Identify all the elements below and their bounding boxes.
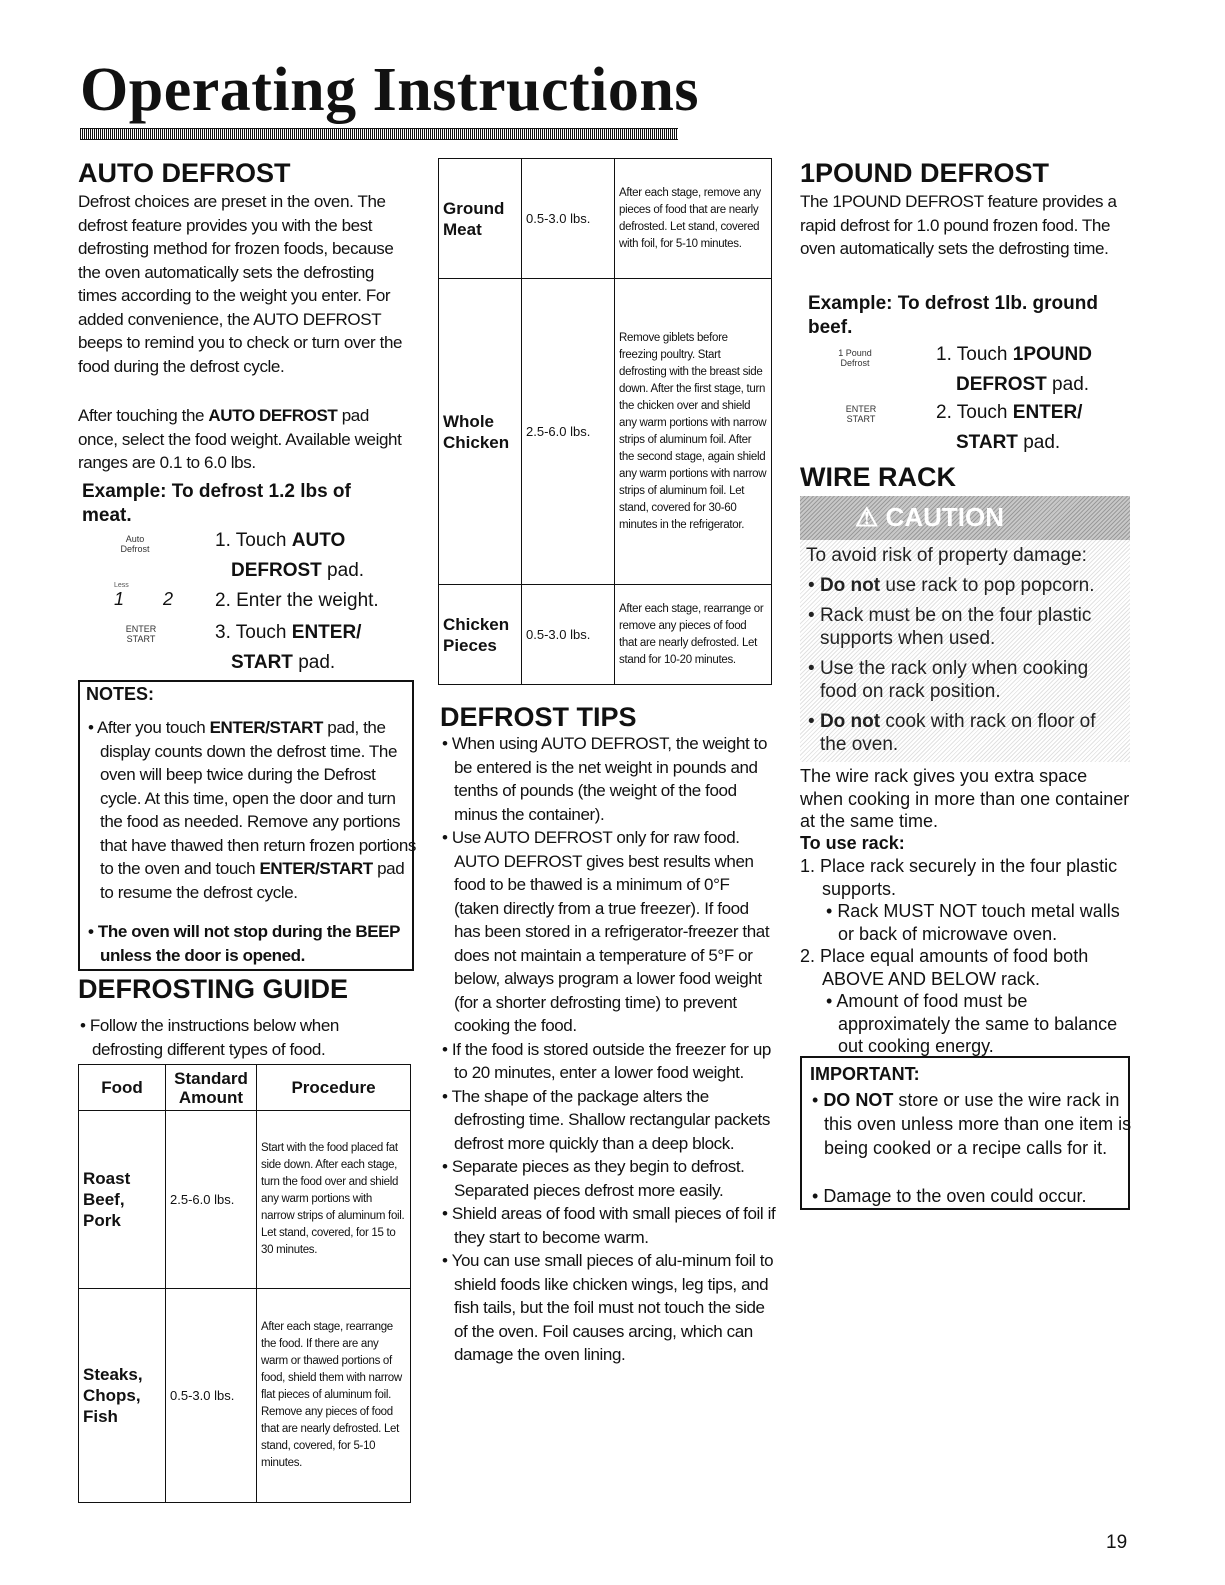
- list-item: • You can use small pieces of alu-minum foil to shield foods like chicken wings, leg tips, and fish tails, but the foil must not touch the side of the oven. Foil causes arcing, which can damage the oven lining.: [442, 1251, 774, 1364]
- procedure-cell: After each stage, remove any pieces of food that are nearly defrosted. Let stand, covered with foil, for 5-10 minutes.: [615, 159, 772, 279]
- wire-rack-heading: WIRE RACK: [800, 462, 956, 492]
- page-title: Operating Instructions: [80, 56, 699, 124]
- enter-start-pad-icon: ENTER START: [125, 624, 157, 644]
- food-cell: Steaks, Chops, Fish: [79, 1289, 166, 1503]
- one-pound-step2: 2. Touch ENTER/ START pad.: [936, 402, 1083, 453]
- food-cell: Ground Meat: [439, 159, 522, 279]
- enter-start-pad-icon: ENTER START: [845, 404, 877, 424]
- wire-rack-step2-sub: • Amount of food must be approximately the same to balance out cooking energy.: [826, 991, 1118, 1056]
- to-use-rack-heading: To use rack:: [800, 833, 905, 853]
- notes-box: [78, 680, 417, 971]
- list-item: • Do not cook with rack on floor of the oven.: [808, 711, 1096, 755]
- table-row: [439, 585, 772, 685]
- list-item: • The shape of the package alters the defrosting time. Shallow rectangular packets defrost more quickly than a deep block.: [442, 1086, 770, 1153]
- list-item: • If the food is stored outside the freezer for up to 20 minutes, enter a lower food weight.: [442, 1039, 771, 1082]
- auto-defrost-pad-icon: Auto Defrost: [120, 534, 150, 554]
- auto-defrost-para2: After touching the AUTO DEFROST pad once, select the food weight. Available weight ranges are 0.1 to 6.0 lbs.: [78, 406, 402, 472]
- caution-intro: To avoid risk of property damage:: [806, 545, 1087, 566]
- important-heading: IMPORTANT:: [810, 1064, 920, 1084]
- procedure-cell: Remove giblets before freezing poultry. Start defrosting with the breast side down. After the first stage, turn the chicken over and shield any warm portions with narrow strips of aluminum foil. After the second stage, again shield any warm portions with narrow strips of aluminum foil. Let stand, covered for 30-60 minutes in the refrigerator.: [615, 279, 772, 585]
- procedure-cell: After each stage, rearrange the food. If there are any warm or thawed portions of food, shield them with narrow flat pieces of aluminum foil. Remove any pieces of food that are nearly defrosted. Let stand, covered, for 5-10 minutes.: [257, 1289, 411, 1503]
- table-row: [79, 1289, 411, 1503]
- wire-rack-steps: [800, 855, 1130, 1058]
- procedure-cell: Start with the food placed fat side down. After each stage, turn the food over and shield any warm portions with narrow strips of aluminum foil. Let stand, covered, for 15 to 30 minutes.: [257, 1111, 411, 1289]
- number-pad-icon: Less 1 2: [114, 582, 180, 609]
- col-food-header: Food: [79, 1065, 166, 1111]
- defrost-tips-list: [440, 732, 778, 1367]
- defrosting-guide-heading: DEFROSTING GUIDE: [78, 974, 349, 1004]
- caution-list: [806, 574, 1124, 756]
- one-pound-defrost-example: Example: To defrost 1lb. ground beef.: [808, 293, 1098, 338]
- auto-defrost-heading: AUTO DEFROST: [78, 158, 291, 188]
- defrost-tips-heading: DEFROST TIPS: [440, 702, 637, 732]
- title-underline: [80, 128, 678, 140]
- wire-rack-step2: 2. Place equal amounts of food both ABOVE AND BELOW rack.: [800, 946, 1089, 989]
- wire-rack-step1-sub: • Rack MUST NOT touch metal walls or back of microwave oven.: [826, 901, 1120, 944]
- auto-defrost-step2: 2. Enter the weight.: [215, 590, 379, 611]
- notes-item2: • The oven will not stop during the BEEP unless the door is opened.: [88, 922, 400, 965]
- one-pound-step1: 1. Touch 1POUND DEFROST pad.: [936, 344, 1092, 395]
- list-item: • Use AUTO DEFROST only for raw food. AUTO DEFROST gives best results when food to be thawed is a minimum of 0°F (taken directly from a true freezer). If food has been stored in a refrigerator-freezer that does not maintain a temperature of 5°F or below, always program a lower food weight (for a shorter defrosting time) to prevent cooking the food.: [442, 828, 770, 1035]
- col-amount-header: Standard Amount: [166, 1065, 257, 1111]
- col-procedure-header: Procedure: [257, 1065, 411, 1111]
- auto-defrost-step3: 3. Touch ENTER/ START pad.: [215, 622, 362, 673]
- table-row: [439, 279, 772, 585]
- page-number: 19: [1106, 1532, 1128, 1553]
- table-row: [79, 1111, 411, 1289]
- list-item: • Use the rack only when cooking food on rack position.: [808, 658, 1089, 702]
- list-item: • When using AUTO DEFROST, the weight to be entered is the net weight in pounds and tenths of pounds (the weight of the food minus the container).: [442, 734, 768, 824]
- one-pound-defrost-heading: 1POUND DEFROST: [800, 158, 1050, 188]
- wire-rack-para: The wire rack gives you extra space when cooking in more than one container at the same time.: [800, 766, 1130, 831]
- list-item: • Do not use rack to pop popcorn.: [808, 575, 1095, 596]
- warning-icon: ⚠: [855, 502, 879, 532]
- defrosting-guide-table-2: [438, 158, 772, 685]
- defrosting-guide-table-1: [78, 1064, 411, 1503]
- caution-title: ⚠ CAUTION: [855, 502, 1004, 532]
- important-item2: • Damage to the oven could occur.: [812, 1186, 1087, 1206]
- auto-defrost-step1: 1. Touch AUTO DEFROST pad.: [215, 530, 365, 581]
- wire-rack-step1: 1. Place rack securely in the four plastic supports.: [800, 856, 1118, 899]
- amount-cell: 0.5-3.0 lbs.: [522, 585, 615, 685]
- food-cell: Roast Beef, Pork: [79, 1111, 166, 1289]
- notes-item1: • After you touch ENTER/START pad, the display counts down the defrost time. The oven will beep twice during the Defrost cycle. At this time, open the door and turn the food as needed. Remove any portions that have thawed then return frozen portions to the oven and touch ENTER/START pad to resume the defrost cycle.: [88, 718, 417, 902]
- amount-cell: 2.5-6.0 lbs.: [166, 1111, 257, 1289]
- food-cell: Whole Chicken: [439, 279, 522, 585]
- defrosting-guide-intro: • Follow the instructions below when defrosting different types of food.: [80, 1016, 339, 1059]
- amount-cell: 0.5-3.0 lbs.: [166, 1289, 257, 1503]
- amount-cell: 0.5-3.0 lbs.: [522, 159, 615, 279]
- one-pound-pad-icon: 1 Pound Defrost: [838, 348, 872, 368]
- list-item: • Separate pieces as they begin to defrost. Separated pieces defrost more easily.: [442, 1157, 745, 1200]
- auto-defrost-para1: Defrost choices are preset in the oven. The defrost feature provides you with the best defrosting method for frozen foods, because the oven automatically sets the defrosting times according to the weight you enter. For added convenience, the AUTO DEFROST beeps to remind you to check or turn over the food during the defrost cycle.: [78, 192, 403, 376]
- one-pound-defrost-para: The 1POUND DEFROST feature provides a rapid defrost for 1.0 pound frozen food. The oven automatically sets the defrosting time.: [800, 192, 1117, 258]
- list-item: • Shield areas of food with small pieces of foil if they start to become warm.: [442, 1204, 776, 1247]
- list-item: • Rack must be on the four plastic supports when used.: [808, 605, 1092, 649]
- food-cell: Chicken Pieces: [439, 585, 522, 685]
- auto-defrost-example: Example: To defrost 1.2 lbs of meat.: [82, 481, 351, 526]
- important-box: [800, 1056, 1130, 1210]
- table-row: [439, 159, 772, 279]
- procedure-cell: After each stage, rearrange or remove any pieces of food that are nearly defrosted. Let stand for 10-20 minutes.: [615, 585, 772, 685]
- notes-heading: NOTES:: [86, 684, 155, 704]
- important-item1: • DO NOT store or use the wire rack in this oven unless more than one item is being cooked or a recipe calls for it.: [812, 1090, 1132, 1158]
- amount-cell: 2.5-6.0 lbs.: [522, 279, 615, 585]
